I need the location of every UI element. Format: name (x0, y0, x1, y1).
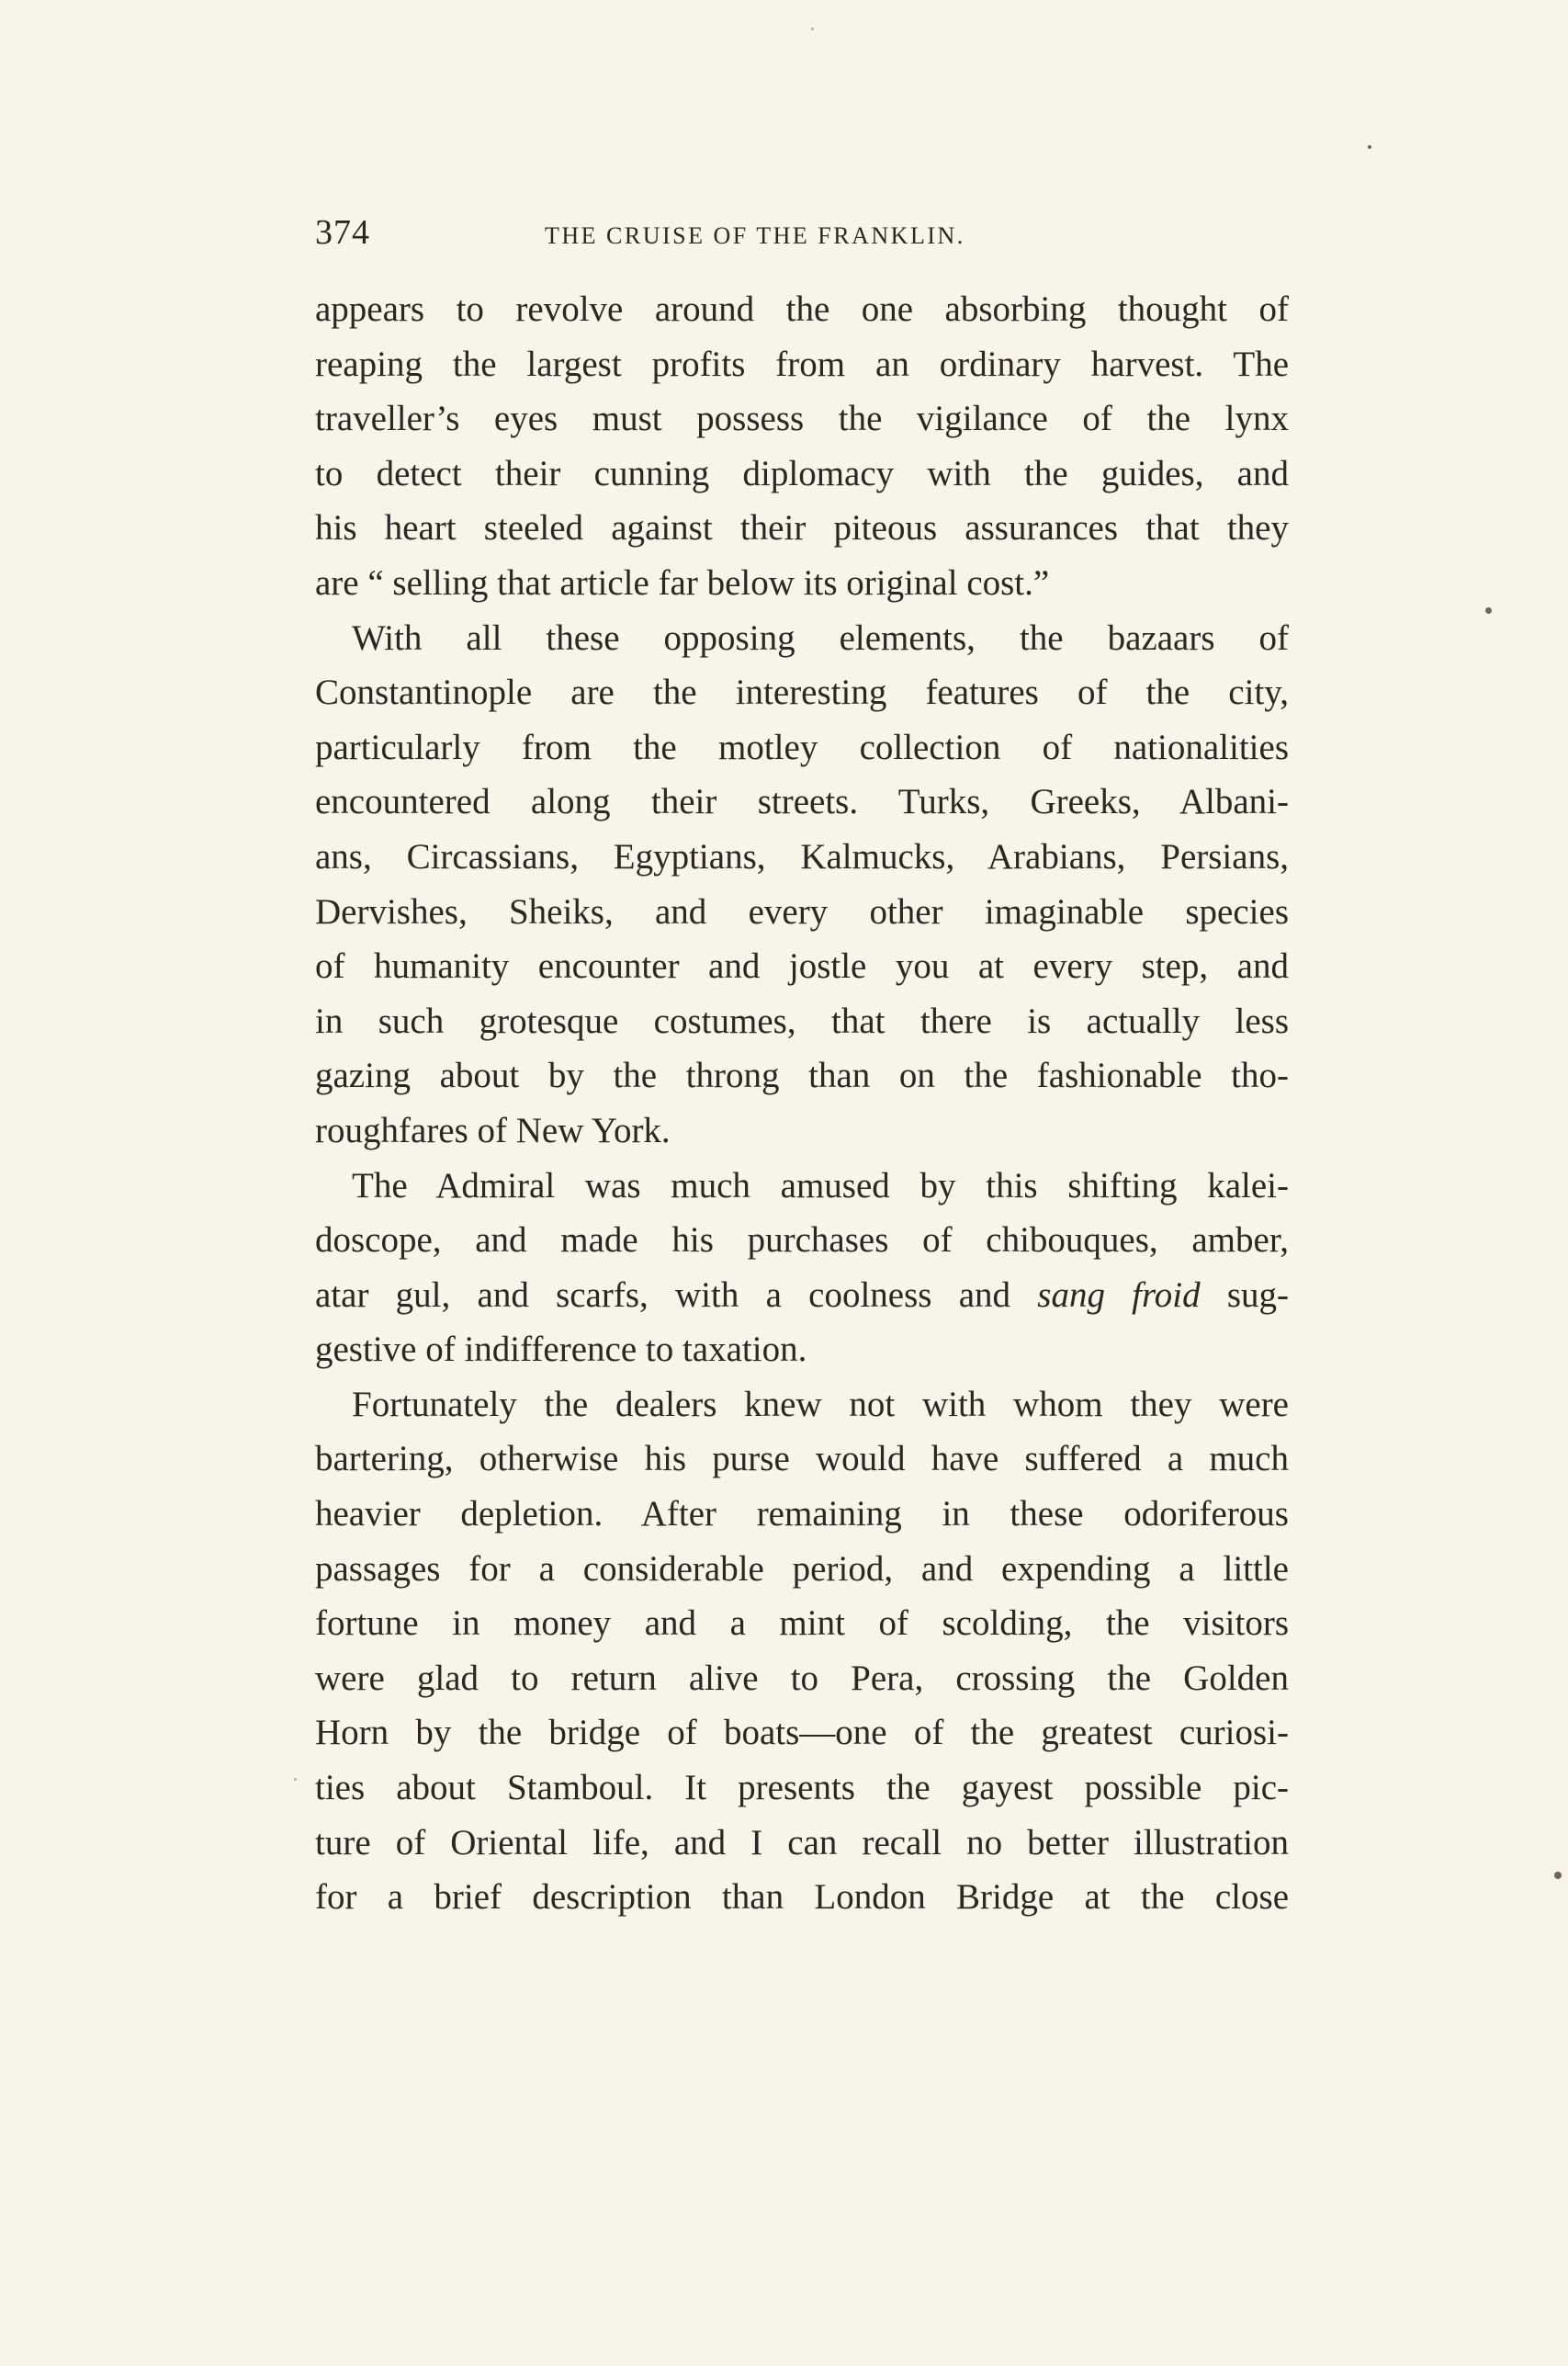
paragraph-start-line: The Admiral was much amused by this shifting kalei- (352, 1165, 1289, 1206)
text-line: passages for a considerable period, and expending a little (315, 1548, 1289, 1589)
paper-speck (1368, 145, 1371, 149)
text-line: roughfares of New York. (315, 1110, 671, 1150)
paper-speck (1485, 607, 1492, 614)
text-line: ties about Stamboul. It presents the gayest possible pic- (315, 1768, 1289, 1808)
text-line: his heart steeled against their piteous assurances that they (315, 508, 1289, 549)
running-title: THE CRUISE OF THE FRANKLIN. (545, 222, 965, 249)
paragraph-start-line: With all these opposing elements, the bazaars of (352, 617, 1289, 658)
text-line: bartering, otherwise his purse would have suffered a much (315, 1439, 1289, 1479)
body-text (315, 282, 1289, 1925)
paper-speck (1554, 1872, 1562, 1879)
text-line: Horn by the bridge of boats—one of the greatest curiosi- (315, 1713, 1289, 1753)
text-line: doscope, and made his purchases of chibouques, amber, (315, 1220, 1289, 1261)
text-line: Dervishes, Sheiks, and every other imaginable species (315, 891, 1289, 932)
text-line: traveller’s eyes must possess the vigilance of the lynx (315, 399, 1289, 439)
text-line: encountered along their streets. Turks, Greeks, Albani- (315, 782, 1289, 822)
paper-speck (811, 28, 814, 30)
paper-speck (294, 1778, 297, 1781)
text-line: were glad to return alive to Pera, crossing the Golden (315, 1658, 1289, 1698)
text-line: gazing about by the throng than on the fashionable tho- (315, 1056, 1289, 1096)
italic-phrase: sang froid (1037, 1274, 1201, 1315)
text-line: Constantinople are the interesting features of the city, (315, 673, 1289, 713)
text-line: for a brief description than London Bridge at the close (315, 1877, 1289, 1918)
text-line: reaping the largest profits from an ordinary harvest. The (315, 344, 1289, 384)
text-line: in such grotesque costumes, that there is actually less (315, 1001, 1289, 1041)
text-line: fortune in money and a mint of scolding, the visitors (315, 1603, 1289, 1644)
text-line: particularly from the motley collection of nationalities (315, 727, 1289, 767)
paragraph-start-line: Fortunately the dealers knew not with whom they were (352, 1384, 1289, 1424)
text-segment: atar gul, and scarfs, with a coolness and (315, 1274, 1038, 1315)
text-line: gestive of indifference to taxation. (315, 1330, 807, 1370)
text-segment: sug- (1200, 1274, 1290, 1315)
page-number: 374 (315, 213, 370, 252)
running-head (315, 209, 1289, 255)
text-line: ans, Circassians, Egyptians, Kalmucks, Arabians, Persians, (315, 836, 1289, 877)
text-line: ture of Oriental life, and I can recall no better illustration (315, 1822, 1289, 1862)
text-line: heavier depletion. After remaining in these odoriferous (315, 1494, 1289, 1534)
text-line: appears to revolve around the one absorbing thought of (315, 289, 1289, 329)
text-line: are “ selling that article far below its original cost.” (315, 562, 1050, 603)
text-line-with-italic (315, 1268, 1289, 1323)
text-line: to detect their cunning diplomacy with the guides, and (315, 453, 1289, 493)
text-line: of humanity encounter and jostle you at every step, and (315, 946, 1289, 987)
